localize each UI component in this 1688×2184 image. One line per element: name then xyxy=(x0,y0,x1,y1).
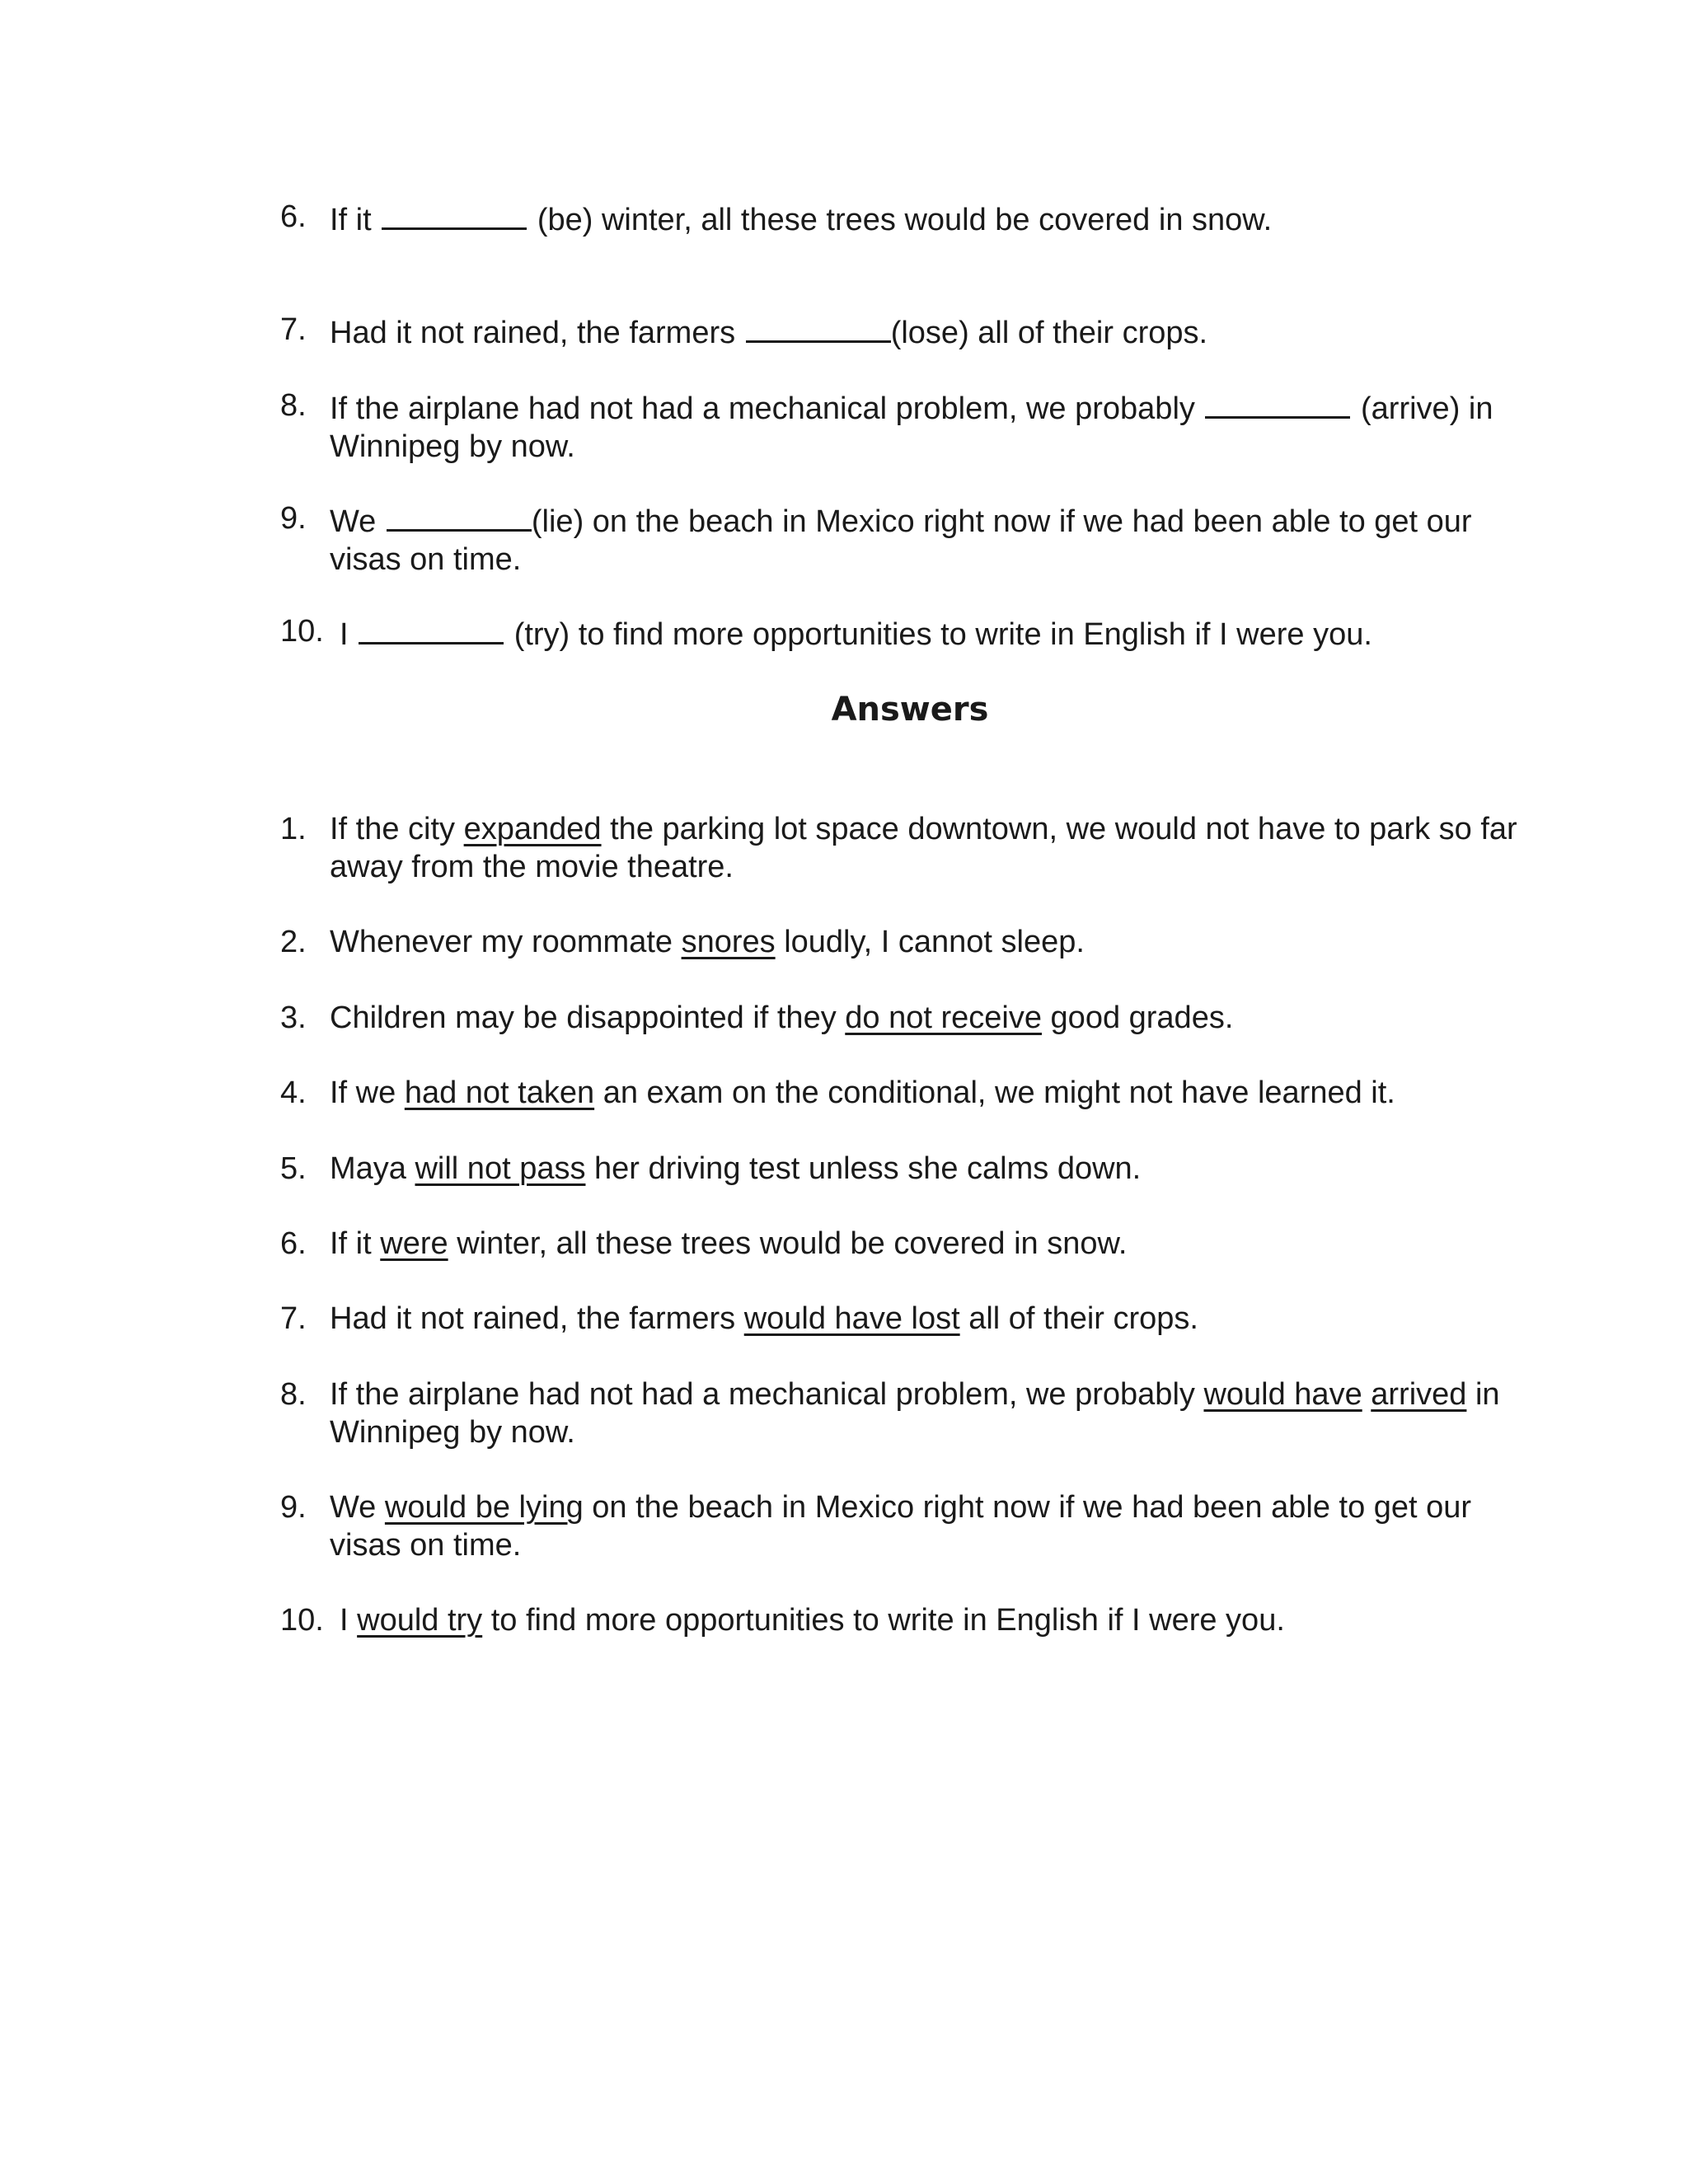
item-number: 10. xyxy=(280,1603,324,1638)
answer-underlined: would have xyxy=(1203,1377,1362,1412)
item-number: 7. xyxy=(280,1301,307,1336)
answer-blank xyxy=(746,311,891,343)
answer-item xyxy=(280,923,1533,961)
answer-blank xyxy=(382,198,527,230)
item-text: I would try to find more opportunities to write in English if I were you. xyxy=(340,1603,1285,1638)
answer-item xyxy=(280,1300,1533,1338)
item-text: Children may be disappointed if they do not receive good grades. xyxy=(330,1001,1234,1035)
item-text: If it (be) winter, all these trees would be covered in snow. xyxy=(330,198,1533,239)
answer-item xyxy=(280,999,1533,1037)
answer-item xyxy=(280,1225,1533,1263)
answer-underlined: were xyxy=(380,1226,448,1261)
answer-underlined: would be lying xyxy=(384,1490,584,1525)
item-text: If the airplane had not had a mechanical problem, we probably (arrive) in Winnipeg by now. xyxy=(330,387,1533,466)
item-text: If we had not taken an exam on the conditional, we might not have learned it. xyxy=(330,1076,1395,1110)
item-number: 3. xyxy=(280,1001,307,1035)
answer-underlined: expanded xyxy=(463,812,602,846)
answer-underlined: snores xyxy=(681,925,776,959)
item-number: 6. xyxy=(280,1226,307,1261)
answer-item xyxy=(280,810,1533,886)
item-number: 5. xyxy=(280,1151,307,1186)
item-text: We (lie) on the beach in Mexico right now if we had been able to get our visas on time. xyxy=(330,499,1533,579)
answer-item xyxy=(280,1150,1533,1188)
answer-blank xyxy=(387,499,532,532)
item-text: If it were winter, all these trees would be covered in snow. xyxy=(330,1226,1128,1261)
answer-underlined: arrived xyxy=(1371,1377,1467,1412)
item-number: 9. xyxy=(280,1490,307,1525)
answer-underlined: would have lost xyxy=(743,1301,960,1336)
item-number: 7. xyxy=(280,312,307,347)
item-number: 8. xyxy=(280,388,307,423)
item-text: Maya will not pass her driving test unless she calms down. xyxy=(330,1151,1142,1186)
item-number: 4. xyxy=(280,1076,307,1110)
answers-heading: Answers xyxy=(831,691,989,729)
answer-underlined: will not pass xyxy=(415,1151,586,1186)
answer-underlined: had not taken xyxy=(404,1076,595,1110)
item-text: Whenever my roommate snores loudly, I cannot sleep. xyxy=(330,925,1085,959)
answer-item xyxy=(280,1376,1533,1451)
answer-blank xyxy=(1205,387,1350,419)
answer-underlined: would try xyxy=(357,1603,483,1638)
item-text: I (try) to find more opportunities to write in English if I were you. xyxy=(340,612,1533,654)
exercise-item xyxy=(280,311,1533,352)
item-number: 9. xyxy=(280,501,307,536)
answer-item xyxy=(280,1601,1533,1639)
exercise-item xyxy=(280,612,1533,654)
exercise-item xyxy=(280,499,1533,579)
item-number: 8. xyxy=(280,1377,307,1412)
answer-underlined: do not receive xyxy=(845,1001,1042,1035)
exercise-item xyxy=(280,198,1533,239)
answer-blank xyxy=(359,612,504,644)
answer-item xyxy=(280,1488,1533,1564)
item-text: Had it not rained, the farmers would have lost all of their crops. xyxy=(330,1301,1198,1336)
exercise-item xyxy=(280,387,1533,466)
item-text: We would be lying on the beach in Mexico right now if we had been able to get our visas on time. xyxy=(330,1490,1472,1563)
item-number: 10. xyxy=(280,614,324,649)
item-number: 6. xyxy=(280,199,307,234)
item-text: If the airplane had not had a mechanical problem, we probably would have arrived in Winnipeg by now. xyxy=(330,1377,1500,1450)
item-text: Had it not rained, the farmers (lose) all of their crops. xyxy=(330,311,1533,352)
answer-item xyxy=(280,1074,1533,1112)
item-number: 1. xyxy=(280,812,307,846)
item-number: 2. xyxy=(280,925,307,959)
item-text: If the city expanded the parking lot space downtown, we would not have to park so far away from the movie theatre. xyxy=(330,812,1517,884)
